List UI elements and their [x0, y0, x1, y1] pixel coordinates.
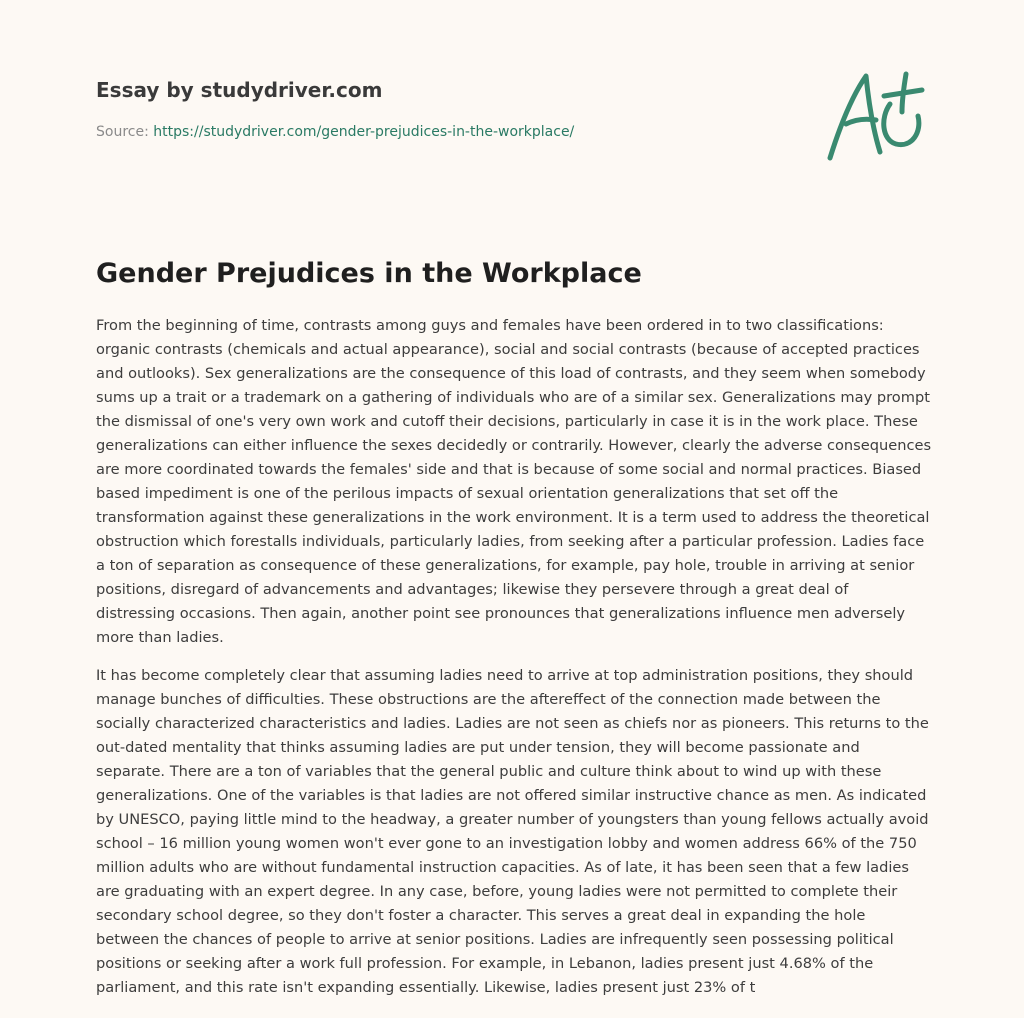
source-link[interactable]: https://studydriver.com/gender-prejudices-in-the-workplace/: [153, 124, 575, 140]
site-brand: Essay by studydriver.com: [96, 78, 383, 102]
a-plus-logo-icon: [820, 66, 930, 166]
source-line: [96, 122, 796, 142]
essay-body: [96, 314, 932, 1014]
essay-title: Gender Prejudices in the Workplace: [96, 258, 642, 289]
essay-header: [96, 76, 796, 142]
source-label: Source:: [96, 124, 149, 140]
essay-paragraph: It has become completely clear that assuming ladies need to arrive at top administration positions, they should manage bunches of difficulties. These obstructions are the aftereffect of the connection made between the socially characterized characteristics and ladies. Ladies are not seen as chiefs nor as pioneers. This returns to the out-dated mentality that thinks assuming ladies are put under tension, they will become passionate and separate. There are a ton of variables that the general public and culture think about to wind up with these generalizations. One of the variables is that ladies are not offered similar instructive chance as men. As indicated by UNESCO, paying little mind to the headway, a greater number of youngsters than young fellows actually avoid school – 16 million young women won't ever gone to an investigation lobby and women address 66% of the 750 million adults who are without fundamental instruction capacities. As of late, it has been seen that a few ladies are graduating with an expert degree. In any case, before, young ladies were not permitted to complete their secondary school degree, so they don't foster a character. This serves a great deal in expanding the hole between the chances of people to arrive at senior positions. Ladies are infrequently seen possessing political positions or seeking after a work full profession. For example, in Lebanon, ladies present just 4.68% of the parliament, and this rate isn't expanding essentially. Likewise, ladies present just 23% of t: [96, 667, 929, 996]
essay-paragraph: From the beginning of time, contrasts among guys and females have been ordered in to two classifications: organic contrasts (chemicals and actual appearance), social and social contrasts (because of accepted practices and outlooks). Sex generalizations are the consequence of this load of contrasts, and they seem when somebody sums up a trait or a trademark on a gathering of individuals who are of a similar sex. Generalizations may prompt the dismissal of one's very own work and cutoff their decisions, particularly in case it is in the work place. These generalizations can either influence the sexes decidedly or contrarily. However, clearly the adverse consequences are more coordinated towards the females' side and that is because of some social and normal practices. Biased based impediment is one of the perilous impacts of sexual orientation generalizations that set off the transformation against these generalizations in the work environment. It is a term used to address the theoretical obstruction which forestalls individuals, particularly ladies, from seeking after a particular profession. Ladies face a ton of separation as consequence of these generalizations, for example, pay hole, trouble in arriving at senior positions, disregard of advancements and advantages; likewise they persevere through a great deal of distressing occasions. Then again, another point see pronounces that generalizations influence men adversely more than ladies.: [96, 317, 932, 646]
